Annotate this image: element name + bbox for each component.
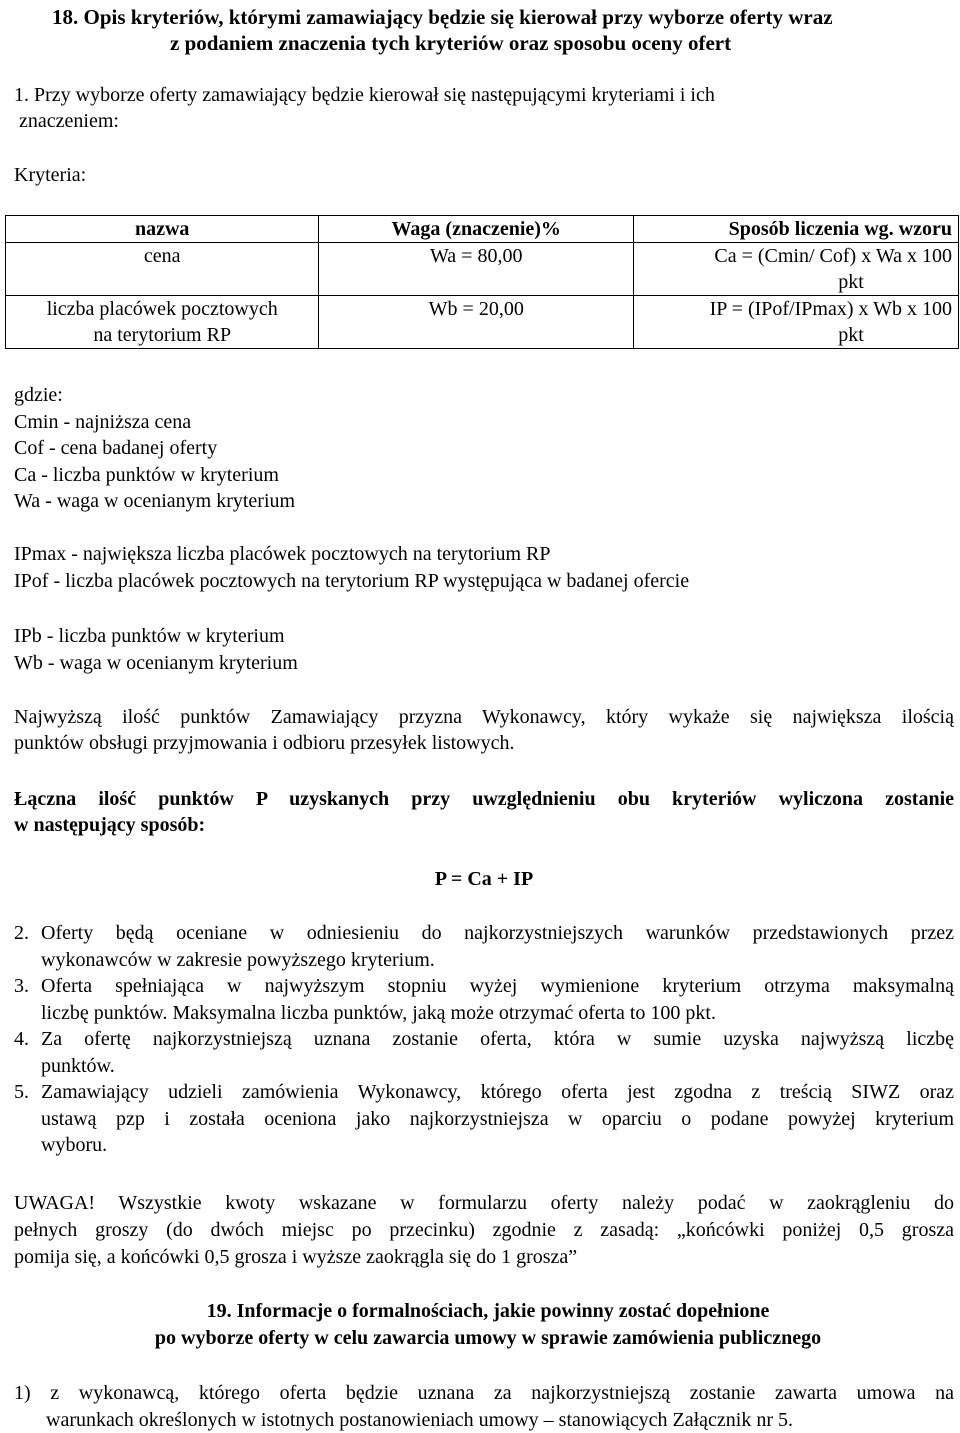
list-item-text (41, 973, 954, 1026)
list-item-text (41, 920, 954, 973)
row-placowki-name (6, 296, 319, 349)
list-item-text (41, 1026, 954, 1079)
uwaga-line3: pomija się, a końcówki 0,5 grosza i wyższe zaokrągla się do 1 grosza” (14, 1246, 578, 1268)
list-item-line: ustawą pzp i została oceniona jako najkorzystniejsza w oparciu o podane powyżej kryterium (41, 1107, 954, 1130)
row-placowki-formula-text: IP = (IPof/IPmax) x Wb x 100 (709, 298, 952, 320)
row-cena-weight: Wa = 80,00 (319, 243, 634, 296)
uwaga-paragraph (14, 1190, 954, 1271)
laczna-line1: Łączna ilość punktów P uzyskanych przy uwzględnieniu obu kryteriów wyliczona zostanie (14, 788, 954, 810)
legend-item: IPmax - największa liczba placówek pocztowych na terytorium RP (14, 543, 551, 565)
legend-block-2 (14, 541, 689, 595)
section-18-heading-line2: z podaniem znaczenia tych kryteriów oraz sposobu oceny ofert (170, 31, 732, 55)
point-1-line2: znaczeniem: (19, 110, 119, 132)
header-name: nazwa (6, 216, 319, 243)
uwaga-line1: UWAGA! Wszystkie kwoty wskazane w formularzu oferty należy podać w zaokrągleniu do (14, 1192, 954, 1214)
item-19-1 (14, 1380, 954, 1433)
section-18-heading (52, 4, 833, 56)
section-18-heading-line1: 18. Opis kryteriów, którymi zamawiający będzie się kierował przy wyborze oferty wraz (52, 5, 833, 29)
row-cena-formula-text: Ca = (Cmin/ Cof) x Wa x 100 (714, 245, 952, 267)
legend-item: Cmin - najniższa cena (14, 410, 192, 433)
header-weight: Waga (znaczenie)% (319, 216, 634, 243)
row-cena-name (6, 243, 319, 296)
legend-item: IPof - liczba placówek pocztowych na terytorium RP występująca w badanej ofercie (14, 570, 690, 592)
list-item (14, 920, 954, 973)
list-item-number: 3. (14, 975, 29, 997)
row-placowki-unit: pkt (838, 324, 864, 346)
row-placowki-formula (634, 296, 959, 349)
row-placowki-name-line1: liczba placówek pocztowych (46, 298, 278, 320)
point-1 (14, 82, 715, 134)
list-item-number: 2. (14, 922, 29, 944)
list-item-line: Oferty będą oceniane w odniesieniu do najkorzystniejszych warunków przedstawionych przez (41, 922, 954, 944)
row-placowki-weight: Wb = 20,00 (319, 296, 634, 349)
header-formula: Sposób liczenia wg. wzoru (634, 216, 959, 243)
row-placowki-name-line2: na terytorium RP (93, 324, 232, 346)
najwyzsza-line2: punktów obsługi przyjmowania i odbioru przesyłek listowych. (14, 732, 515, 754)
najwyzsza-paragraph (14, 704, 954, 756)
kryteria-label: Kryteria: (14, 164, 87, 186)
list-item-text (41, 1079, 954, 1159)
list-item-line: wyboru. (41, 1134, 108, 1156)
points-list (14, 920, 954, 1159)
list-item-line: Oferta spełniająca w najwyższym stopniu wyżej wymienione kryterium otrzyma maksymalną (41, 975, 954, 997)
legend-item: Wa - waga w ocenianym kryterium (14, 490, 296, 512)
list-item-number: 5. (14, 1081, 29, 1103)
item-19-1-line1: 1) z wykonawcą, którego oferta będzie uznana za najkorzystniejszą zostanie zawarta umowa na (14, 1382, 954, 1404)
section-19-heading-line1: 19. Informacje o formalnościach, jakie powinny zostać dopełnione (206, 1300, 770, 1322)
table-header-row (6, 216, 959, 243)
table-row (6, 296, 959, 349)
list-item-number: 4. (14, 1028, 29, 1050)
legend-item: Ca - liczba punktów w kryterium (14, 463, 279, 486)
uwaga-line2: pełnych groszy (do dwóch miejsc po przecinku) zgodnie z zasadą: „końcówki poniżej 0,5 grosza (14, 1219, 954, 1241)
legend-item: IPb - liczba punktów w kryterium (14, 625, 285, 647)
list-item-line: Za ofertę najkorzystniejszą uznana zostanie oferta, która w sumie uzyska najwyższą liczbę (41, 1028, 954, 1050)
row-cena-name-text: cena (143, 245, 181, 267)
list-item (14, 1026, 954, 1079)
list-item (14, 973, 954, 1026)
criteria-table (5, 215, 959, 349)
row-cena-unit: pkt (838, 271, 864, 293)
najwyzsza-line1: Najwyższą ilość punktów Zamawiający przyzna Wykonawcy, który wykaże się największa ilością (14, 706, 954, 728)
legend-item: Wb - waga w ocenianym kryterium (14, 652, 298, 674)
legend-gdzie: gdzie: (14, 384, 63, 406)
row-cena-formula (634, 243, 959, 296)
laczna-paragraph (14, 786, 954, 838)
section-19-heading (0, 1298, 960, 1352)
table-row (6, 243, 959, 296)
legend-block-1 (14, 382, 295, 515)
legend-item: Cof - cena badanej oferty (14, 437, 218, 459)
point-1-line1: 1. Przy wyborze oferty zamawiający będzie kierował się następującymi kryteriami i ich (14, 84, 715, 106)
legend-block-3 (14, 623, 298, 677)
item-19-1-line2: warunkach określonych w istotnych postanowieniach umowy – stanowiących Załącznik nr 5. (46, 1408, 794, 1431)
section-19-heading-line2: po wyborze oferty w celu zawarcia umowy w sprawie zamówienia publicznego (154, 1327, 822, 1349)
list-item (14, 1079, 954, 1159)
list-item-line: liczbę punktów. Maksymalna liczba punktów, jaką może otrzymać oferta to 100 pkt. (41, 1001, 716, 1024)
list-item-line: wykonawców w zakresie powyższego kryterium. (41, 948, 435, 971)
list-item-line: punktów. (41, 1054, 115, 1077)
formula-p: P = Ca + IP (434, 868, 534, 890)
list-item-line: Zamawiający udzieli zamówienia Wykonawcy, którego oferta jest zgodna z treścią SIWZ oraz (41, 1081, 954, 1103)
laczna-line2: w następujący sposób: (14, 814, 206, 836)
